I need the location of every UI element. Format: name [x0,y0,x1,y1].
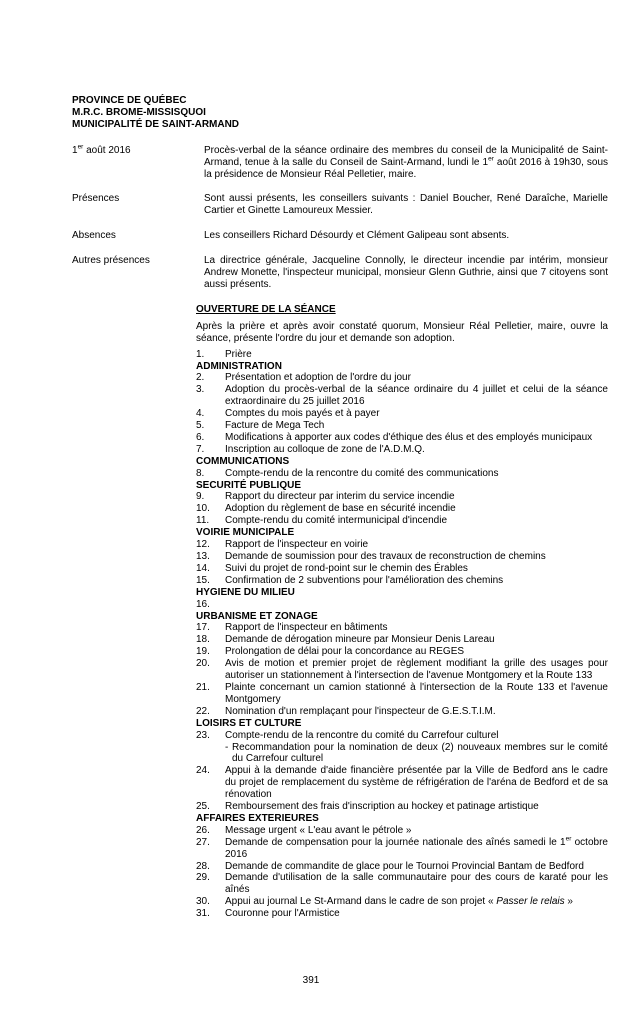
agenda-item [196,349,608,361]
agenda-item-text: Nomination d'un remplaçant pour l'inspecteur de G.E.S.T.I.M. [225,705,496,717]
agenda-item [196,646,608,658]
page-number: 391 [302,975,320,986]
agenda-item-text: Rapport de l'inspecteur en bâtiments [225,622,388,634]
agenda-item-number: 10. [196,503,210,515]
paragraph: La directrice générale, Jacqueline Connolly, le directeur incendie par intérim, monsieur Andrew Monette, l'inspecteur municipal, monsieur Glenn Guthrie, ainsi que 7 citoyens sont aussi présents. [204,255,608,290]
agenda-item-text: Plainte concernant un camion stationné à l'intersection de la Route 133 et l'avenue Montgomery [225,681,608,705]
agenda-item [196,706,608,718]
agenda-item-number: 22. [196,705,210,717]
agenda-item-text: Appui à la demande d'aide financière présentée par la Ville de Bedford ans le cadre du projet de remplacement du système de réfrigération de l'aréna de Bedford et de sa rénovation [225,765,608,801]
agenda-item [196,599,608,611]
agenda-section-heading: COMMUNICATIONS [196,455,290,467]
agenda-item [196,575,608,587]
section-title-ouverture: OUVERTURE DE LA SÉANCE [196,303,336,315]
agenda-item-text: Facture de Mega Tech [225,420,325,432]
agenda-item [196,658,608,682]
agenda-item [196,491,608,503]
main-column [196,304,608,920]
agenda-item-text: Prière [225,348,252,360]
agenda-item [196,908,608,920]
agenda-item-text: Demande de commandite de glace pour le Tournoi Provincial Bantam de Bedford [225,860,584,872]
paragraph: Procès-verbal de la séance ordinaire des membres du conseil de la Municipalité de Saint-Armand, tenue à la salle du Conseil de Saint-Armand, lundi le 1er août 2016 à 19h30, sous la présidence de Monsieur Réal Pelletier, maire. [204,144,608,180]
agenda-section-heading: ADMINISTRATION [196,360,282,372]
margin-label: Autres présences [72,255,150,267]
agenda-item-text: Adoption du procès-verbal de la séance ordinaire du 4 juillet et celui de la séance extraordinaire du 25 juillet 2016 [225,384,608,408]
agenda-item [196,515,608,527]
agenda-item [196,384,608,408]
agenda-section-heading: SECURITÉ PUBLIQUE [196,479,302,491]
agenda-item-number: 4. [196,408,205,420]
agenda-item [196,872,608,896]
header-line: MUNICIPALITÉ DE SAINT-ARMAND [72,118,240,130]
agenda-item-number: 17. [196,622,210,634]
preamble-row [72,145,608,181]
agenda-item [196,444,608,456]
header-line: PROVINCE DE QUÉBEC [72,95,187,106]
agenda-item-text: Présentation et adoption de l'ordre du jour [225,372,411,384]
agenda-item-text: Prolongation de délai pour la concordance au REGES [225,646,465,658]
paragraph: Les conseillers Richard Désourdy et Clément Galipeau sont absents. [204,230,510,242]
agenda-item [196,765,608,801]
agenda-item-number: 21. [196,681,210,693]
preamble-row [72,255,608,291]
agenda-item-number: 7. [196,443,205,455]
agenda-item-number: 29. [196,872,210,884]
agenda-item-number: 12. [196,539,210,551]
agenda-item-number: 23. [196,729,210,741]
agenda-item-number: 25. [196,801,210,813]
agenda-item [196,634,608,646]
agenda-item-number: 31. [196,908,210,920]
agenda-item-text: Couronne pour l'Armistice [225,908,340,920]
agenda-item-text: Rapport de l'inspecteur en voirie [225,539,369,551]
agenda-section-heading: VOIRIE MUNICIPALE [196,527,295,539]
agenda-item-number: 20. [196,658,210,670]
agenda-item [196,896,608,908]
content [72,95,608,920]
agenda-item-number: 28. [196,860,210,872]
agenda-item-number: 27. [196,836,210,848]
agenda-item-number: 30. [196,896,210,908]
agenda-item-text: Message urgent « L'eau avant le pétrole » [225,824,412,836]
agenda-item-text: Avis de motion et premier projet de règlement modifiant la grille des usages pour autoriser un stationnement à l'intersection de l'avenue Montgomery et la Route 133 [225,658,608,682]
agenda-item-number: 18. [196,634,210,646]
agenda-item [196,372,608,384]
agenda-item-text: Adoption du règlement de base en sécurité incendie [225,503,456,515]
agenda-item-number: 19. [196,646,210,658]
agenda-item-number: 5. [196,420,205,432]
preamble-row [72,193,608,217]
preamble [72,145,608,291]
agenda-item [196,503,608,515]
agenda-item-number: 8. [196,467,205,479]
agenda-item-text: Rapport du directeur par interim du service incendie [225,491,455,503]
agenda-item-text [225,599,608,611]
header-line: M.R.C. BROME-MISSISQUOI [72,106,206,118]
agenda-item-number: 16. [196,598,210,610]
agenda-item-number: 9. [196,491,205,503]
agenda-item-text: Modifications à apporter aux codes d'éthique des élus et des employés municipaux [225,431,593,443]
paragraph: Sont aussi présents, les conseillers suivants : Daniel Boucher, René Daraîche, Marielle Cartier et Ginette Lamoureux Messier. [204,193,608,217]
agenda-item-text: Demande de dérogation mineure par Monsieur Denis Lareau [225,634,495,646]
agenda-list [196,349,608,921]
agenda-item [196,837,608,861]
agenda-item [196,551,608,563]
agenda-item [196,730,608,742]
agenda-item-text: Demande de soumission pour des travaux de reconstruction de chemins [225,551,546,562]
preamble-row [72,230,608,242]
agenda-item-number: 26. [196,824,210,836]
agenda-item-number: 13. [196,551,210,562]
document-header [72,95,608,131]
agenda-item-text: Appui au journal Le St-Armand dans le cadre de son projet « Passer le relais » [225,896,573,908]
agenda-item-text: Comptes du mois payés et à payer [225,408,380,420]
agenda-item [196,420,608,432]
agenda-item-number: 3. [196,384,205,396]
agenda-item [196,682,608,706]
agenda-item-number: 6. [196,431,205,443]
opening-paragraph: Après la prière et après avoir constaté quorum, Monsieur Réal Pelletier, maire, ouvre la séance, présente l'ordre du jour et demande son adoption. [196,320,608,344]
agenda-section-heading: LOISIRS ET CULTURE [196,717,302,729]
agenda-item [196,408,608,420]
agenda-item-text: Confirmation de 2 subventions pour l'amélioration des chemins [225,574,504,586]
agenda-section-heading: URBANISME ET ZONAGE [196,610,318,622]
agenda-item-text: Inscription au colloque de zone de l'A.D.M.Q. [225,443,425,455]
margin-label: Présences [72,193,120,205]
margin-label: Absences [72,230,116,242]
agenda-item-number: 14. [196,562,210,574]
agenda-item-number: 24. [196,765,210,777]
agenda-item-number: 15. [196,574,210,586]
agenda-item [196,432,608,444]
agenda-item [196,622,608,634]
agenda-item [196,468,608,480]
agenda-item-text: Demande d'utilisation de la salle communautaire pour des cours de karaté pour les aînés [225,872,608,896]
agenda-item-text: Remboursement des frais d'inscription au hockey et patinage artistique [225,801,539,813]
agenda-subitem: - Recommandation pour la nomination de deux (2) nouveaux membres sur le comité du Carrefour culturel [225,741,608,765]
agenda-item-number: 1. [196,348,205,360]
agenda-item-number: 11. [196,515,210,527]
agenda-item-text: Suivi du projet de rond-point sur le chemin des Érables [225,562,468,574]
agenda-section-heading: AFFAIRES EXTERIEURES [196,812,319,824]
agenda-item-text: Compte-rendu de la rencontre du comité des communications [225,467,499,479]
agenda-item [196,825,608,837]
agenda-item [196,861,608,873]
agenda-section-heading: HYGIENE DU MILIEU [196,586,295,598]
agenda-item [196,539,608,551]
agenda-item [196,801,608,813]
margin-label: 1er août 2016 [72,143,131,156]
agenda-item-text: Compte-rendu du comité intermunicipal d'incendie [225,515,448,527]
agenda-item-text: Compte-rendu de la rencontre du comité du Carrefour culturel [225,729,499,741]
agenda-item-text: Demande de compensation pour la journée nationale des aînés samedi le 1er octobre 2016 [225,835,608,860]
agenda-item [196,563,608,575]
agenda-item-number: 2. [196,372,205,384]
